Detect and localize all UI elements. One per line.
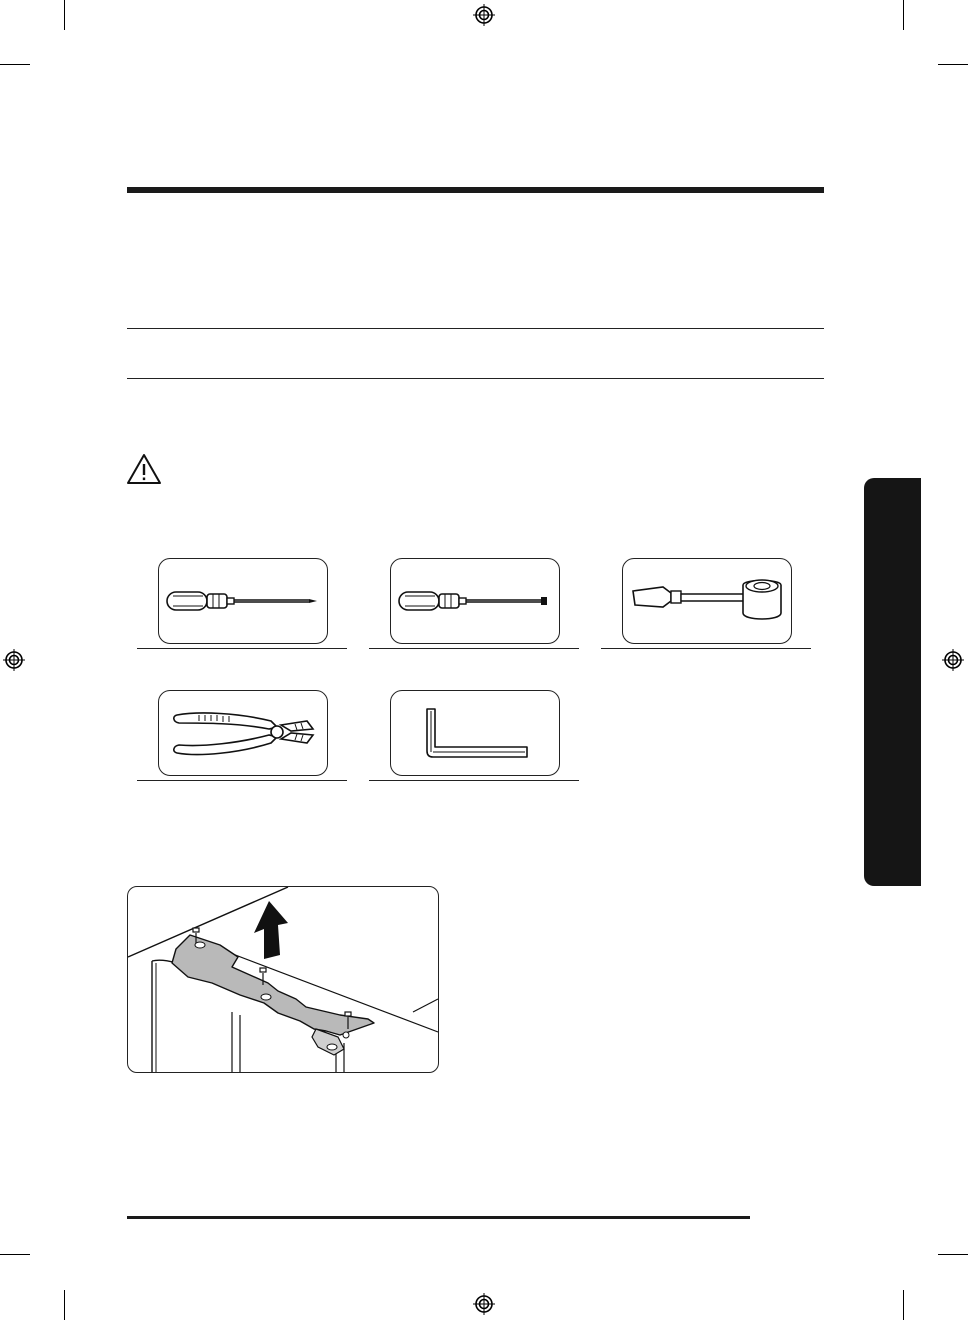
tool-pliers bbox=[158, 690, 328, 776]
hinge-cover-removal-illustration bbox=[128, 887, 438, 1072]
phillips-screwdriver-icon bbox=[159, 559, 327, 643]
subsection-rule-bottom bbox=[127, 378, 824, 379]
tool-flat-screwdriver bbox=[390, 558, 560, 644]
flat-screwdriver-icon bbox=[391, 559, 559, 643]
socket-wrench-icon bbox=[623, 559, 791, 643]
crop-mark bbox=[0, 1254, 30, 1255]
tool-hex-key bbox=[390, 690, 560, 776]
registration-mark-icon bbox=[473, 1293, 495, 1315]
footer-rule bbox=[127, 1216, 750, 1219]
hex-key-icon bbox=[391, 691, 559, 775]
crop-mark bbox=[938, 64, 968, 65]
crop-mark bbox=[903, 0, 904, 30]
crop-mark bbox=[64, 0, 65, 30]
hinge-cover-figure bbox=[127, 886, 439, 1073]
tool-phillips-screwdriver bbox=[158, 558, 328, 644]
pliers-icon bbox=[159, 691, 327, 775]
tool-socket-wrench bbox=[622, 558, 792, 644]
registration-mark-icon bbox=[942, 649, 964, 671]
tool-label-rule bbox=[369, 648, 579, 649]
tool-label-rule bbox=[137, 780, 347, 781]
tool-label-rule bbox=[601, 648, 811, 649]
crop-mark bbox=[938, 1254, 968, 1255]
warning-triangle-icon bbox=[126, 453, 162, 485]
tool-label-rule bbox=[369, 780, 579, 781]
section-title-rule bbox=[127, 187, 824, 193]
registration-mark-icon bbox=[473, 4, 495, 26]
crop-mark bbox=[64, 1290, 65, 1320]
crop-mark bbox=[903, 1290, 904, 1320]
crop-mark bbox=[0, 64, 30, 65]
tool-label-rule bbox=[137, 648, 347, 649]
chapter-side-tab bbox=[864, 478, 921, 886]
subsection-rule-top bbox=[127, 328, 824, 329]
registration-mark-icon bbox=[3, 649, 25, 671]
